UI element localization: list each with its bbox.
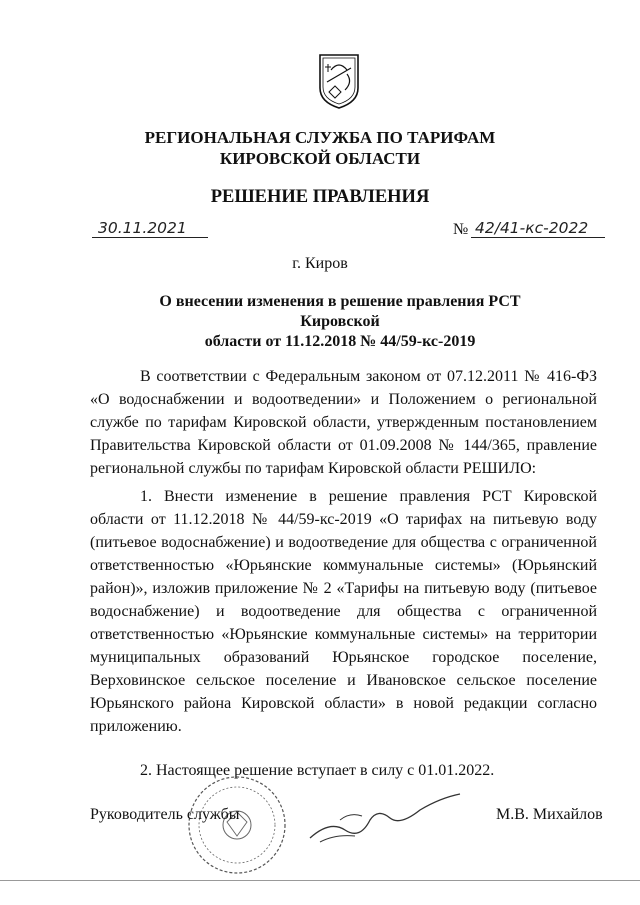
page-bottom-edge	[0, 880, 640, 881]
city-name: г. Киров	[292, 255, 348, 272]
document-title: РЕШЕНИЕ ПРАВЛЕНИЯ	[210, 187, 430, 207]
handwritten-signature	[300, 790, 470, 850]
subject-line2: области от 11.12.2018 № 44/59-кс-2019	[204, 333, 476, 350]
subject-line1: О внесении изменения в решение правления РСТ Кировской	[159, 293, 521, 330]
coat-of-arms-emblem	[317, 52, 361, 110]
preamble-paragraph: В соответствии с Федеральным законом от 07.12.2011 № 416-ФЗ «О водоснабжении и водоотведении» и Положением о региональной службе по тарифам Кировской области, утвержденным постановлением Правительства Кировской области от 01.09.2008 № 144/365, правление региональной службы по тарифам Кировской области РЕШИЛО:	[90, 368, 597, 477]
organization-name-line2: КИРОВСКОЙ ОБЛАСТИ	[219, 149, 421, 168]
organization-name-line1: РЕГИОНАЛЬНАЯ СЛУЖБА ПО ТАРИФАМ	[144, 128, 496, 147]
decision-date: 30.11.2021	[92, 219, 208, 238]
decision-subject	[140, 292, 540, 352]
signatory-position: Руководитель службы	[90, 806, 240, 823]
item-2-paragraph: 2. Настоящее решение вступает в силу с 01.01.2022.	[140, 762, 495, 779]
number-label: №	[453, 221, 469, 238]
signatory-name: М.В. Михайлов	[496, 806, 603, 823]
item-1-paragraph: 1. Внести изменение в решение правления РСТ Кировской области от 11.12.2018 № 44/59-кс-2019 «О тарифах на питьевую воду (питьевое водоснабжение) и водоотведение для общества с ограниченной ответственностью «Юрьянские коммунальные системы» (Юрьянский район)», изложив приложение № 2 «Тарифы на питьевую воду (питьевое водоснабжение) и водоотведение для общества с ограниченной ответственностью «Юрьянские коммунальные системы» на территории муниципальных образований Юрьянское городское поселение, Верховинское сельское поселение и Ивановское сельское поселение Юрьянского района Кировской области» в новой редакции согласно приложению.	[90, 488, 597, 735]
decision-number: 42/41-кс-2022	[471, 219, 605, 238]
